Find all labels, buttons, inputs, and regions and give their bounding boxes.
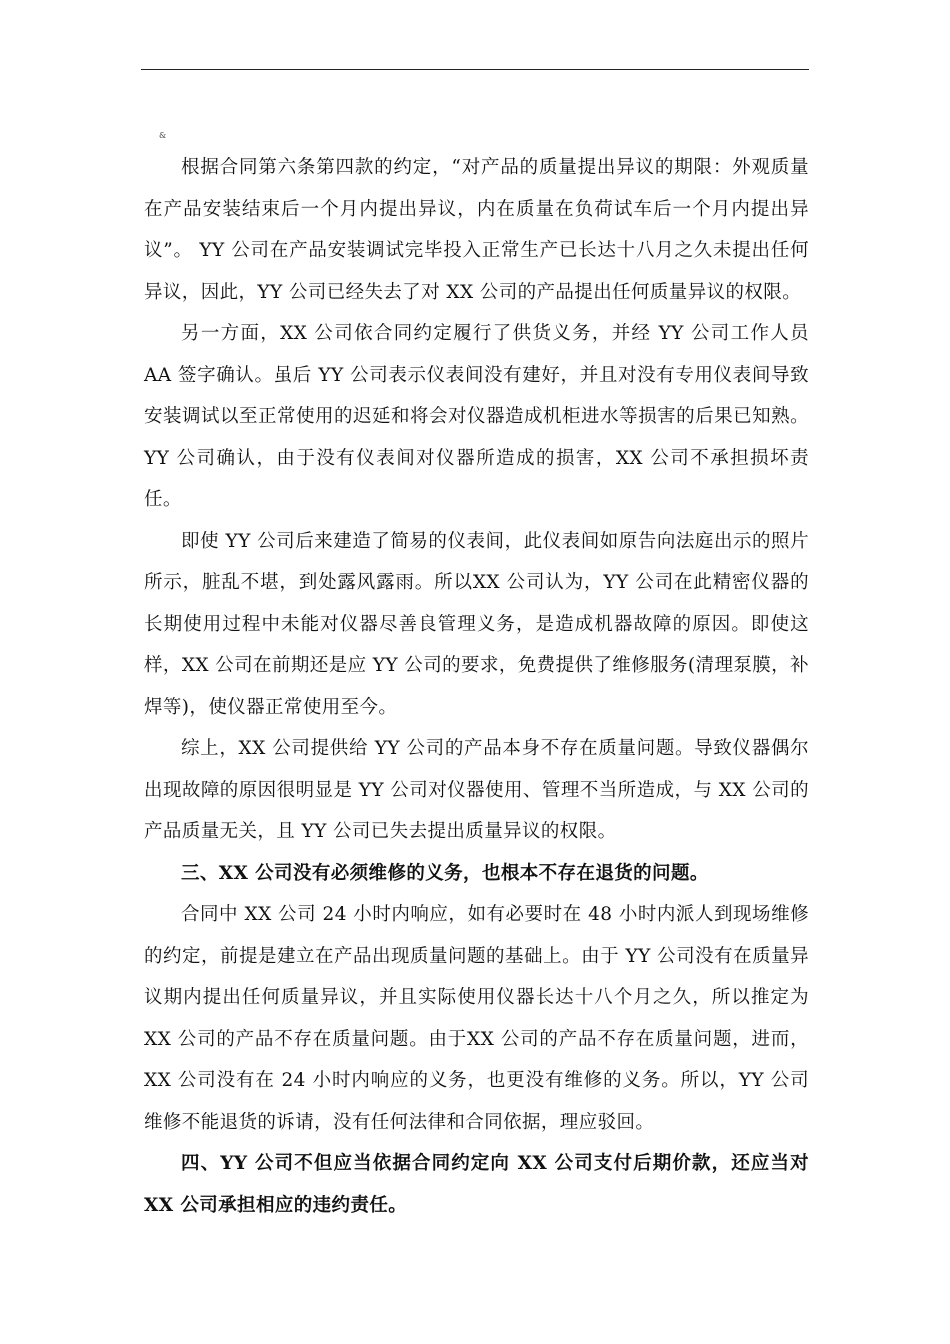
section-heading-4: 四、YY 公司不但应当依据合同约定向 XX 公司支付后期价款，还应当对 XX 公司承担相应的违约责任。 <box>144 1153 809 1216</box>
paragraph-1: 根据合同第六条第四款的约定，“对产品的质量提出异议的期限：外观质量在产品安装结束后一个月内提出异议，内在质量在负荷试车后一个月内提出异议”。 YY 公司在产品安装调试完毕投入正常生产已长达十八月之久未提出任何异议，因此，YY 公司已经失去了对 XX 公司的产品提出任何质量异议的权限。 <box>144 157 809 303</box>
header-rule <box>141 69 809 70</box>
document-body <box>144 147 809 1226</box>
section-heading-3: 三、XX 公司没有必须维修的义务，也根本不存在退货的问题。 <box>181 862 709 884</box>
paragraph-4: 综上，XX 公司提供给 YY 公司的产品本身不存在质量问题。导致仪器偶尔出现故障的原因很明显是 YY 公司对仪器使用、管理不当所造成，与 XX 公司的产品质量无关，且 YY 公司已失去提出质量异议的权限。 <box>144 738 809 842</box>
paragraph-3: 即使 YY 公司后来建造了简易的仪表间，此仪表间如原告向法庭出示的照片所示，脏乱不堪，到处露风露雨。所以XX 公司认为，YY 公司在此精密仪器的长期使用过程中未能对仪器尽善良管理义务，是造成机器故障的原因。即使这样，XX 公司在前期还是应 YY 公司的要求，免费提供了维修服务(清理泵膜，补焊等)，使仪器正常使用至今。 <box>144 530 809 718</box>
paragraph-2: 另一方面，XX 公司依合同约定履行了供货义务，并经 YY 公司工作人员 AA 签字确认。虽后 YY 公司表示仪表间没有建好，并且对没有专用仪表间导致安装调试以至正常使用的迟延和将会对仪器造成机柜进水等损害的后果已知熟。 YY 公司确认，由于没有仪表间对仪器所造成的损害，XX 公司不承担损坏责任。 <box>144 323 809 510</box>
paragraph-5: 合同中 XX 公司 24 小时内响应，如有必要时在 48 小时内派人到现场维修的约定，前提是建立在产品出现质量问题的基础上。由于 YY 公司没有在质量异议期内提出任何质量异议，并且实际使用仪器长达十八个月之久，所以推定为 XX 公司的产品不存在质量问题。由于XX 公司的产品不存在质量问题，进而，XX 公司没有在 24 小时内响应的义务，也更没有维修的义务。所以，YY 公司维修不能退货的诉请，没有任何法律和合同依据，理应驳回。 <box>144 904 809 1133</box>
paragraph-marker: & <box>159 131 167 140</box>
